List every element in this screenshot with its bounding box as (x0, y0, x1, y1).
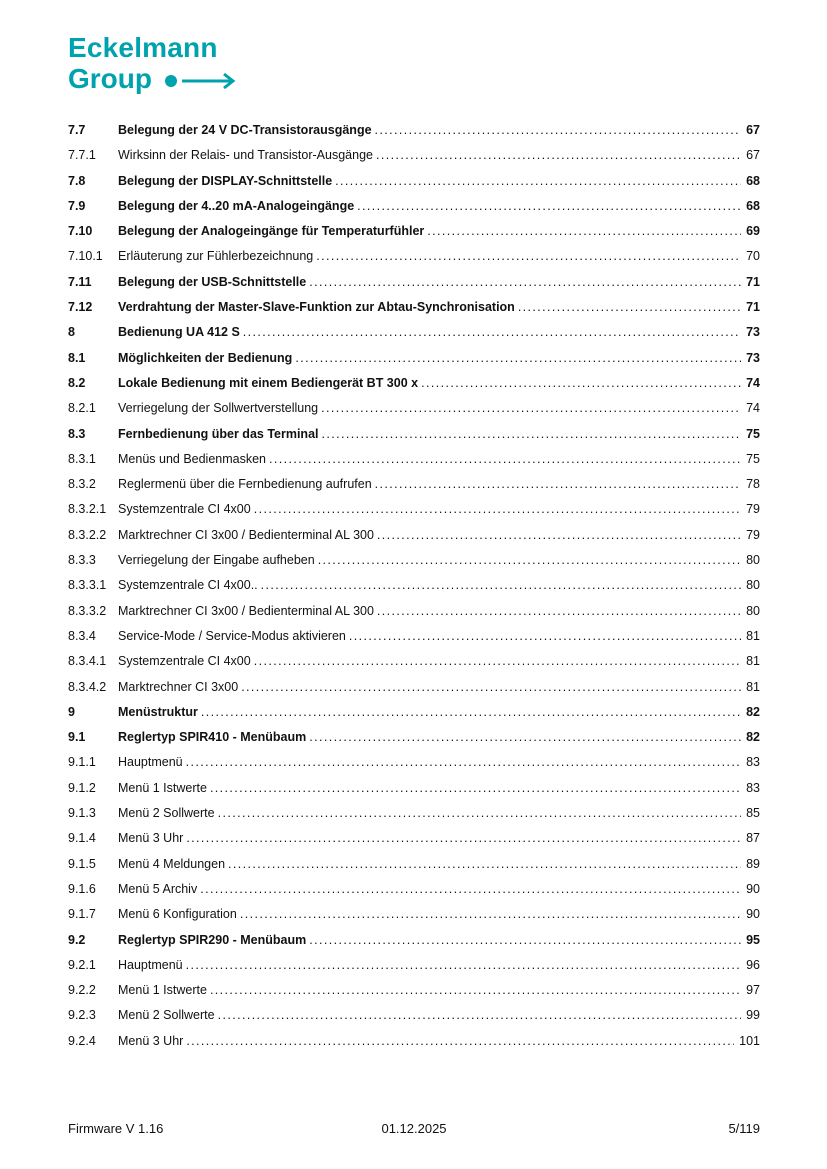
toc-entry[interactable] (68, 295, 760, 320)
toc-entry-page: 74 (746, 375, 760, 390)
toc-entry[interactable] (68, 143, 760, 168)
toc-entry-page: 75 (746, 426, 760, 441)
toc-entry[interactable] (68, 928, 760, 953)
toc-entry-page: 82 (746, 704, 760, 719)
toc-entry-page: 79 (746, 502, 760, 517)
toc-entry-number: 9 (68, 704, 75, 719)
toc-entry-number: 8.3 (68, 426, 86, 441)
toc-entry[interactable] (68, 902, 760, 927)
toc-entry-page: 99 (746, 1008, 760, 1023)
toc-entry-title: Systemzentrale CI 4x00 (118, 502, 251, 517)
toc-entry[interactable] (68, 194, 760, 219)
toc-entry-title: Wirksinn der Relais- und Transistor-Ausgänge (118, 148, 373, 163)
logo-arrow-icon (164, 67, 242, 96)
toc-leader-dots (321, 396, 741, 421)
toc-entry-title: Menü 3 Uhr (118, 1033, 184, 1048)
toc-leader-dots (186, 1029, 734, 1054)
toc-entry-number: 9.1.2 (68, 780, 96, 795)
toc-entry-title: Verdrahtung der Master-Slave-Funktion zur Abtau-Synchronisation (118, 300, 515, 315)
toc-entry-number: 7.10 (68, 224, 93, 239)
toc-entry-number: 9.2.1 (68, 957, 96, 972)
toc-entry-page: 73 (746, 325, 760, 340)
toc-entry-page: 101 (739, 1033, 760, 1048)
toc-entry-title: Belegung der Analogeingänge für Temperaturfühler (118, 224, 425, 239)
toc-entry-title: Systemzentrale CI 4x00.. (118, 578, 258, 593)
toc-entry-title: Belegung der DISPLAY-Schnittstelle (118, 173, 333, 188)
toc-entry-page: 83 (746, 780, 760, 795)
toc-leader-dots (309, 270, 741, 295)
toc-entry-number: 7.7.1 (68, 148, 96, 163)
toc-entry-number: 7.9 (68, 198, 86, 213)
footer-date: 01.12.2025 (381, 1121, 447, 1136)
toc-entry[interactable] (68, 725, 760, 750)
toc-entry[interactable] (68, 422, 760, 447)
toc-entry-title: Menü 1 Istwerte (118, 780, 207, 795)
toc-entry-title: Belegung der 24 V DC-Transistorausgänge (118, 123, 372, 137)
toc-entry-title: Bedienung UA 412 S (118, 325, 240, 340)
toc-leader-dots (261, 573, 741, 598)
toc-entry-number: 8.3.3.2 (68, 603, 107, 618)
toc-entry-page: 80 (746, 603, 760, 618)
toc-entry-title: Hauptmenü (118, 755, 183, 770)
toc-entry-number: 8.3.4.2 (68, 679, 107, 694)
toc-leader-dots (309, 725, 741, 750)
toc-entry[interactable] (68, 1029, 760, 1054)
eckelmann-group-logo (68, 34, 242, 95)
toc-entry[interactable] (68, 826, 760, 851)
toc-leader-dots (316, 244, 741, 269)
toc-entry-number: 8.3.2.1 (68, 502, 107, 517)
toc-leader-dots (377, 599, 741, 624)
toc-entry-title: Marktrechner CI 3x00 (118, 679, 239, 694)
toc-entry-page: 90 (746, 881, 760, 896)
toc-entry-page: 80 (746, 578, 760, 593)
toc-entry-number: 8.3.4 (68, 628, 96, 643)
toc-entry-number: 9.1.4 (68, 831, 96, 846)
toc-leader-dots (376, 143, 741, 168)
toc-entry-title: Fernbedienung über das Terminal (118, 426, 319, 441)
toc-entry-title: Verriegelung der Sollwertverstellung (118, 401, 319, 416)
toc-entry[interactable] (68, 573, 760, 598)
toc-leader-dots (421, 371, 741, 396)
toc-leader-dots (349, 624, 741, 649)
table-of-contents (68, 118, 760, 1054)
toc-entry-title: Systemzentrale CI 4x00 (118, 654, 251, 669)
toc-entry-number: 9.2.2 (68, 983, 96, 998)
toc-entry-title: Menü 1 Istwerte (118, 983, 207, 998)
toc-entry-number: 8.3.3 (68, 553, 96, 568)
toc-entry-page: 89 (746, 856, 760, 871)
toc-entry-title: Menüs und Bedienmasken (118, 451, 267, 466)
toc-leader-dots (228, 852, 741, 877)
toc-leader-dots (254, 497, 741, 522)
toc-entry-page: 96 (746, 957, 760, 972)
toc-entry[interactable] (68, 244, 760, 269)
toc-entry[interactable] (68, 472, 760, 497)
toc-entry-title: Belegung der USB-Schnittstelle (118, 274, 307, 289)
toc-entry-title: Menü 3 Uhr (118, 831, 184, 846)
toc-leader-dots (375, 118, 742, 143)
toc-entry[interactable] (68, 852, 760, 877)
toc-entry[interactable] (68, 649, 760, 674)
toc-entry-number: 9.2.4 (68, 1033, 96, 1048)
toc-entry-page: 81 (746, 654, 760, 669)
toc-entry[interactable] (68, 447, 760, 472)
toc-entry-title: Menü 2 Sollwerte (118, 806, 215, 821)
toc-entry-number: 9.1 (68, 730, 86, 745)
toc-entry-title: Menü 4 Meldungen (118, 856, 226, 871)
toc-entry-number: 8.3.1 (68, 451, 96, 466)
toc-leader-dots (218, 801, 742, 826)
toc-entry[interactable] (68, 978, 760, 1003)
logo-wordmark-eckelmann: Eckelmann (68, 32, 218, 63)
toc-leader-dots (201, 700, 741, 725)
toc-leader-dots (427, 219, 741, 244)
toc-leader-dots (518, 295, 741, 320)
toc-leader-dots (318, 548, 741, 573)
toc-entry-title: Marktrechner CI 3x00 / Bedienterminal AL 300 (118, 527, 374, 542)
toc-entry-title: Reglermenü über die Fernbedienung aufrufen (118, 477, 372, 492)
toc-entry-page: 83 (746, 755, 760, 770)
toc-entry[interactable] (68, 675, 760, 700)
toc-entry[interactable] (68, 371, 760, 396)
toc-entry-number: 9.2 (68, 932, 86, 947)
toc-entry-number: 9.1.5 (68, 856, 96, 871)
toc-entry-page: 79 (746, 527, 760, 542)
toc-leader-dots (240, 902, 741, 927)
toc-leader-dots (335, 169, 741, 194)
toc-leader-dots (375, 472, 741, 497)
toc-entry[interactable] (68, 396, 760, 421)
toc-entry-number: 7.12 (68, 300, 93, 315)
toc-entry-page: 78 (746, 477, 760, 492)
toc-entry-page: 71 (746, 300, 760, 315)
toc-leader-dots (186, 826, 741, 851)
toc-entry[interactable] (68, 523, 760, 548)
toc-entry-page: 81 (746, 679, 760, 694)
toc-entry[interactable] (68, 497, 760, 522)
toc-entry-page: 68 (746, 198, 760, 213)
toc-entry[interactable] (68, 750, 760, 775)
toc-leader-dots (200, 877, 741, 902)
page-footer (68, 1121, 760, 1136)
toc-entry-page: 90 (746, 907, 760, 922)
toc-entry-title: Menü 5 Archiv (118, 881, 198, 896)
toc-entry-number: 8.3.4.1 (68, 654, 107, 669)
toc-leader-dots (243, 320, 741, 345)
toc-entry[interactable] (68, 599, 760, 624)
toc-entry-page: 67 (746, 123, 760, 137)
toc-entry-title: Reglertyp SPIR290 - Menübaum (118, 932, 307, 947)
toc-entry[interactable] (68, 1003, 760, 1028)
toc-entry-number: 9.1.6 (68, 881, 96, 896)
toc-leader-dots (241, 675, 741, 700)
toc-leader-dots (218, 1003, 742, 1028)
toc-entry-page: 73 (746, 350, 760, 365)
toc-entry-number: 7.11 (68, 274, 92, 289)
toc-entry-number: 8.1 (68, 350, 86, 365)
toc-entry-number: 8.3.3.1 (68, 578, 107, 593)
toc-entry-page: 69 (746, 224, 760, 239)
toc-entry[interactable] (68, 700, 760, 725)
toc-entry-page: 74 (746, 401, 760, 416)
toc-entry-number: 9.1.7 (68, 907, 96, 922)
toc-entry-number: 9.1.1 (68, 755, 96, 770)
toc-entry-page: 67 (746, 148, 760, 163)
toc-entry-title: Hauptmenü (118, 957, 183, 972)
toc-entry-title: Reglertyp SPIR410 - Menübaum (118, 730, 307, 745)
toc-entry-page: 87 (746, 831, 760, 846)
toc-entry-number: 9.1.3 (68, 806, 96, 821)
toc-leader-dots (295, 346, 741, 371)
toc-entry-title: Lokale Bedienung mit einem Bediengerät BT 300 x (118, 375, 419, 390)
toc-entry-number: 7.7 (68, 123, 86, 137)
toc-entry[interactable] (68, 953, 760, 978)
toc-entry[interactable] (68, 548, 760, 573)
toc-entry-title: Möglichkeiten der Bedienung (118, 350, 293, 365)
toc-leader-dots (186, 750, 741, 775)
toc-entry[interactable] (68, 219, 760, 244)
footer-page-number: 5/119 (728, 1121, 761, 1136)
toc-leader-dots (309, 928, 741, 953)
toc-entry-title: Menü 2 Sollwerte (118, 1008, 215, 1023)
toc-entry-page: 81 (746, 628, 760, 643)
toc-entry-title: Marktrechner CI 3x00 / Bedienterminal AL 300 (118, 603, 374, 618)
toc-entry[interactable] (68, 877, 760, 902)
footer-firmware-version: Firmware V 1.16 (68, 1121, 164, 1136)
toc-entry-number: 8.3.2.2 (68, 527, 107, 542)
toc-entry-title: Service-Mode / Service-Modus aktivieren (118, 628, 346, 643)
toc-entry-page: 82 (746, 730, 760, 745)
toc-entry-page: 75 (746, 451, 760, 466)
toc-leader-dots (357, 194, 741, 219)
toc-entry[interactable] (68, 169, 760, 194)
toc-leader-dots (210, 776, 741, 801)
toc-entry-page: 71 (746, 274, 760, 289)
toc-entry[interactable] (68, 118, 760, 143)
toc-entry[interactable] (68, 624, 760, 649)
toc-entry-page: 95 (746, 932, 760, 947)
toc-entry-title: Belegung der 4..20 mA-Analogeingänge (118, 198, 355, 213)
toc-entry-number: 8 (68, 325, 75, 340)
logo-wordmark-group: Group (68, 62, 152, 94)
toc-entry-number: 9.2.3 (68, 1008, 96, 1023)
toc-entry-number: 7.10.1 (68, 249, 103, 264)
toc-entry[interactable] (68, 776, 760, 801)
toc-leader-dots (269, 447, 741, 472)
toc-entry-page: 97 (746, 983, 760, 998)
toc-leader-dots (186, 953, 741, 978)
toc-leader-dots (377, 523, 741, 548)
toc-entry[interactable] (68, 346, 760, 371)
toc-entry-page: 68 (746, 173, 760, 188)
toc-entry[interactable] (68, 270, 760, 295)
toc-entry-number: 8.2 (68, 375, 86, 390)
toc-entry-title: Erläuterung zur Fühlerbezeichnung (118, 249, 314, 264)
toc-entry[interactable] (68, 320, 760, 345)
toc-entry-page: 85 (746, 806, 760, 821)
toc-entry-title: Verriegelung der Eingabe aufheben (118, 553, 315, 568)
toc-entry-page: 70 (746, 249, 760, 264)
toc-entry-title: Menü 6 Konfiguration (118, 907, 237, 922)
toc-entry-number: 8.3.2 (68, 477, 96, 492)
toc-leader-dots (254, 649, 741, 674)
toc-leader-dots (210, 978, 741, 1003)
toc-entry[interactable] (68, 801, 760, 826)
toc-entry-title: Menüstruktur (118, 704, 198, 719)
toc-entry-page: 80 (746, 553, 760, 568)
toc-entry-number: 8.2.1 (68, 401, 96, 416)
toc-entry-number: 7.8 (68, 173, 86, 188)
toc-leader-dots (322, 422, 742, 447)
